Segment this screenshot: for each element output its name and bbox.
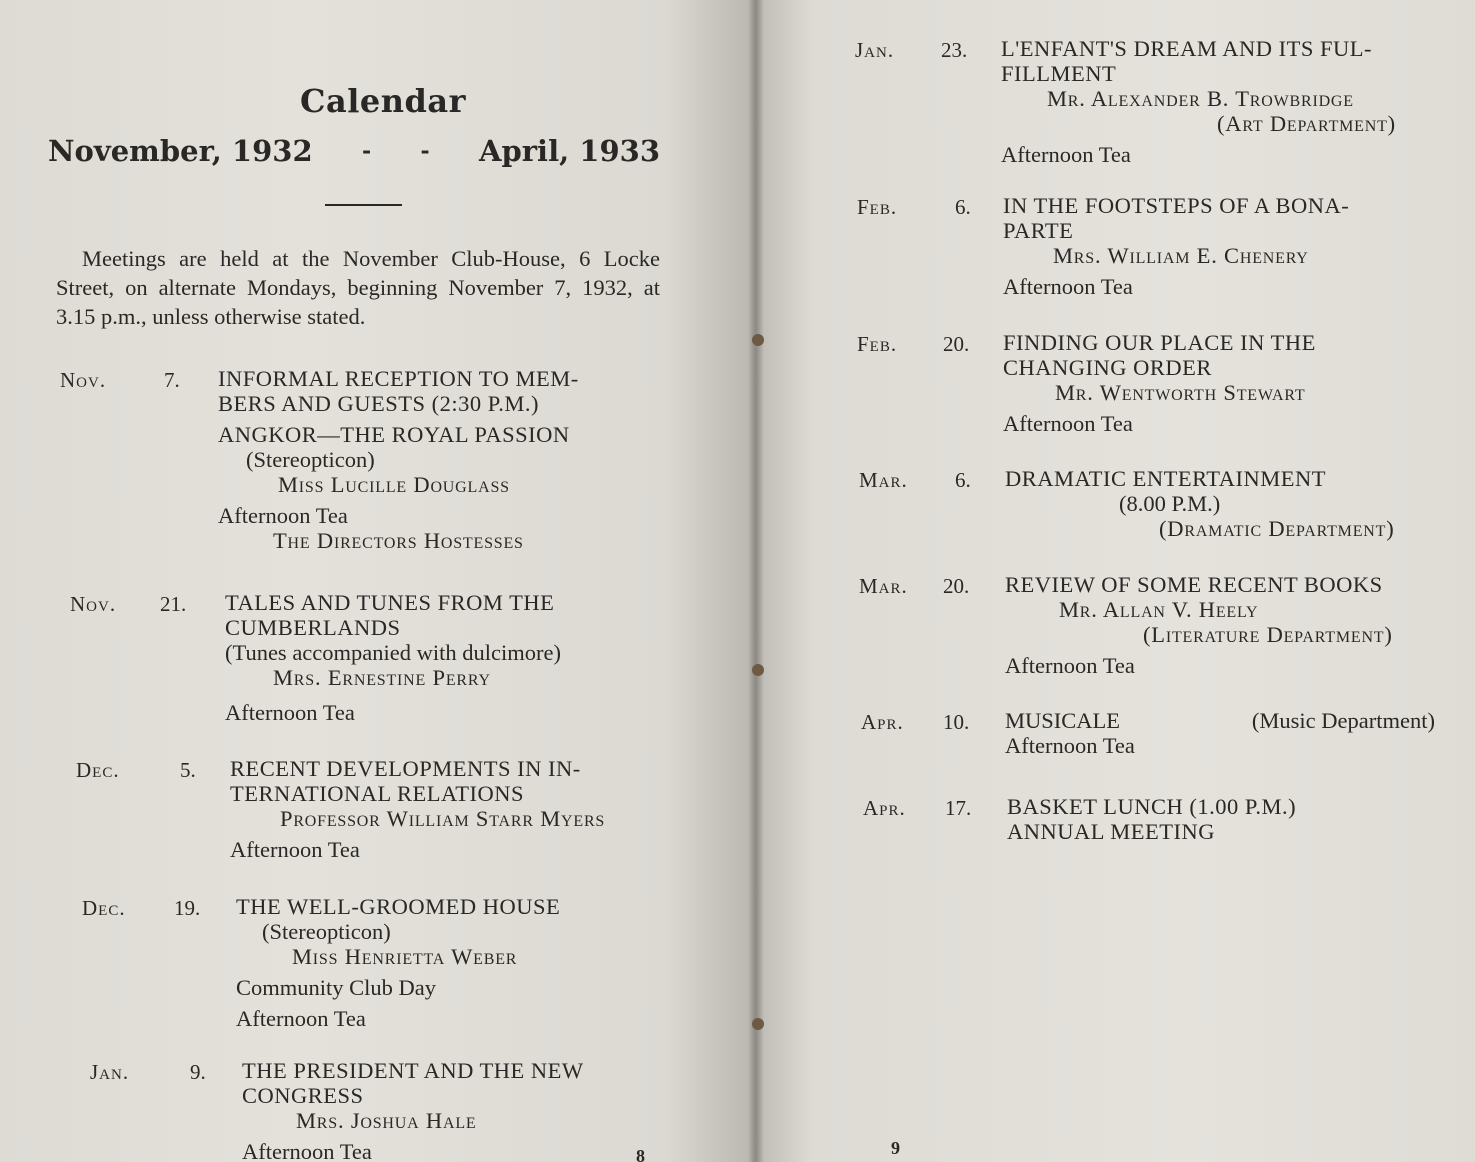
entry-body xyxy=(230,756,670,862)
entry-month: Jan. xyxy=(855,38,895,62)
entry-line: CUMBERLANDS xyxy=(225,615,401,640)
entry-line: (Dramatic Department) xyxy=(1159,516,1395,541)
entry-body xyxy=(242,1058,682,1162)
entry-line: Miss Lucille Douglass xyxy=(278,472,510,497)
date-end: April, 1933 xyxy=(479,134,660,168)
entry-line: IN THE FOOTSTEPS OF A BONA- xyxy=(1003,193,1350,218)
entry-line: Afternoon Tea xyxy=(230,837,360,862)
intro-paragraph: Meetings are held at the November Club-House, 6 Locke Street, on alternate Mondays, beginning November 7, 1932, at 3.15 p.m., unless otherwise stated. xyxy=(56,246,660,329)
date-range xyxy=(48,134,660,168)
entry-line: CHANGING ORDER xyxy=(1003,355,1212,380)
entry-body xyxy=(1005,466,1435,541)
entry-line: L'ENFANT'S DREAM AND ITS FUL- xyxy=(1001,36,1372,61)
entry-day: 20. xyxy=(943,332,970,356)
entry-line: Afternoon Tea xyxy=(1005,733,1135,758)
entry-day: 21. xyxy=(160,592,187,616)
entry-line: Mr. Allan V. Heely xyxy=(1059,597,1259,622)
entry-line: (Art Department) xyxy=(1217,111,1396,136)
entry-line: Mrs. Ernestine Perry xyxy=(273,665,491,690)
entry-body xyxy=(1007,794,1437,844)
entry-line-row xyxy=(1005,708,1435,733)
entry-line: (Stereopticon) xyxy=(262,919,391,944)
entry-line: The Directors Hostesses xyxy=(273,528,524,553)
entry-body xyxy=(236,894,676,1031)
entry-month: Dec. xyxy=(76,758,120,782)
entry-day: 5. xyxy=(180,758,196,782)
entry-month: Nov. xyxy=(60,368,107,392)
entry-line: Mr. Wentworth Stewart xyxy=(1055,380,1306,405)
entry-body xyxy=(1005,708,1435,758)
date-start: November, 1932 xyxy=(48,134,313,168)
entry-body xyxy=(225,590,665,725)
entry-day: 6. xyxy=(955,195,971,219)
entry-line: Afternoon Tea xyxy=(236,1006,366,1031)
binding-hole xyxy=(752,334,764,346)
entry-line: (8.00 P.M.) xyxy=(1119,491,1221,516)
entry-month: Feb. xyxy=(857,332,898,356)
entry-line: RECENT DEVELOPMENTS IN IN- xyxy=(230,756,581,781)
entry-line: DRAMATIC ENTERTAINMENT xyxy=(1005,466,1326,491)
entry-line: ANNUAL MEETING xyxy=(1007,819,1216,844)
entry-body xyxy=(218,366,660,553)
entry-line: CONGRESS xyxy=(242,1083,364,1108)
binding-hole xyxy=(752,1018,764,1030)
entry-day: 7. xyxy=(164,368,180,392)
entry-line: THE PRESIDENT AND THE NEW xyxy=(242,1058,584,1083)
entry-month: Jan. xyxy=(90,1060,130,1084)
date-separator: - xyxy=(420,138,430,164)
entry-line: Mrs. Joshua Hale xyxy=(296,1108,477,1133)
entry-month: Apr. xyxy=(861,710,904,734)
binding-hole xyxy=(752,664,764,676)
entry-month: Nov. xyxy=(70,592,117,616)
entry-line: Afternoon Tea xyxy=(242,1139,372,1162)
entry-line: BASKET LUNCH (1.00 P.M.) xyxy=(1007,794,1297,819)
page-number: 9 xyxy=(891,1138,900,1158)
entry-day: 23. xyxy=(941,38,968,62)
entry-body xyxy=(1005,572,1435,678)
entry-line: TALES AND TUNES FROM THE xyxy=(225,590,555,615)
entry-line: Afternoon Tea xyxy=(1005,653,1135,678)
calendar-title: Calendar xyxy=(300,82,466,120)
entry-line: PARTE xyxy=(1003,218,1074,243)
entry-day: 19. xyxy=(174,896,201,920)
entry-line: (Tunes accompanied with dulcimore) xyxy=(225,640,561,665)
entry-line: Afternoon Tea xyxy=(225,700,355,725)
entry-day: 17. xyxy=(945,796,972,820)
entry-line: (Stereopticon) xyxy=(246,447,375,472)
title-rule xyxy=(325,204,402,206)
entry-day: 9. xyxy=(190,1060,206,1084)
entry-line: Afternoon Tea xyxy=(1003,411,1133,436)
entry-line: REVIEW OF SOME RECENT BOOKS xyxy=(1005,572,1383,597)
entry-line: Afternoon Tea xyxy=(218,503,348,528)
entry-month: Mar. xyxy=(859,574,908,598)
entry-line: MUSICALE xyxy=(1005,708,1121,733)
entry-line: Afternoon Tea xyxy=(1001,142,1131,167)
entry-line: THE WELL-GROOMED HOUSE xyxy=(236,894,561,919)
entry-line: (Literature Department) xyxy=(1143,622,1393,647)
entry-body xyxy=(1003,193,1433,299)
page-number: 8 xyxy=(636,1146,645,1162)
entry-day: 6. xyxy=(955,468,971,492)
entry-month: Mar. xyxy=(859,468,908,492)
entry-line: BERS AND GUESTS (2:30 P.M.) xyxy=(218,391,540,416)
entry-line: TERNATIONAL RELATIONS xyxy=(230,781,525,806)
entry-day: 20. xyxy=(943,574,970,598)
entry-body xyxy=(1001,36,1431,167)
book-gutter xyxy=(748,0,764,1162)
entry-line: Afternoon Tea xyxy=(1003,274,1133,299)
entry-day: 10. xyxy=(943,710,970,734)
entry-line: (Music Department) xyxy=(1251,708,1435,733)
entry-line: FILLMENT xyxy=(1001,61,1117,86)
entry-month: Apr. xyxy=(863,796,906,820)
entry-line: Mrs. William E. Chenery xyxy=(1053,243,1309,268)
entry-month: Feb. xyxy=(857,195,898,219)
entry-line: Professor William Starr Myers xyxy=(280,806,606,831)
entry-month: Dec. xyxy=(82,896,126,920)
entry-line: FINDING OUR PLACE IN THE xyxy=(1003,330,1316,355)
entry-line: Mr. Alexander B. Trowbridge xyxy=(1047,86,1354,111)
entry-line: Community Club Day xyxy=(236,975,437,1000)
right-page xyxy=(755,0,1475,1162)
entry-body xyxy=(1003,330,1433,436)
entry-line: INFORMAL RECEPTION TO MEM- xyxy=(218,366,579,391)
entry-line: Miss Henrietta Weber xyxy=(292,944,518,969)
date-separator: - xyxy=(362,138,372,164)
entry-line: ANGKOR—THE ROYAL PASSION xyxy=(218,422,570,447)
